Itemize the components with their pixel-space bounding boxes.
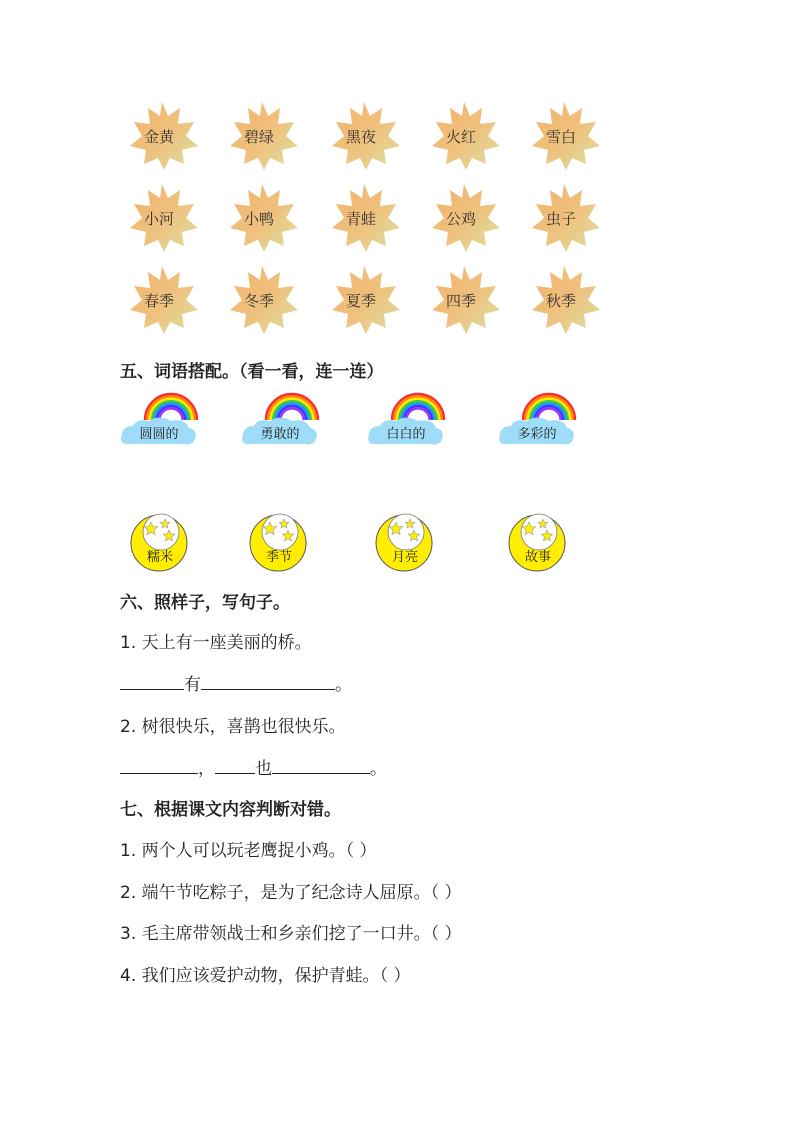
judge-item-4: 4. 我们应该爱护动物，保护青蛙。（ ） <box>120 966 411 986</box>
leaf-word: 小鸭 <box>243 210 274 228</box>
leaf-word: 黑夜 <box>345 128 376 146</box>
leaf-word-grid <box>118 100 618 340</box>
leaf-card <box>426 100 502 170</box>
leaf-word: 夏季 <box>345 292 376 310</box>
fill-line-1 <box>120 670 352 695</box>
example-sentence-1: 1. 天上有一座美丽的桥。 <box>120 633 312 653</box>
rainbow-cloud <box>240 390 320 450</box>
leaf-card <box>526 100 602 170</box>
leaf-card <box>124 264 200 334</box>
leaf-card <box>426 182 502 252</box>
leaf-word: 春季 <box>143 292 174 310</box>
moon-card <box>507 512 569 574</box>
leaf-word: 碧绿 <box>243 128 274 146</box>
leaf-word: 金黄 <box>143 128 174 146</box>
leaf-card <box>224 264 300 334</box>
moon-word: 季节 <box>265 550 292 565</box>
rainbow-cloud <box>366 390 446 450</box>
leaf-card <box>224 182 300 252</box>
rainbow-cloud <box>497 390 577 450</box>
blank-1a[interactable] <box>120 673 184 690</box>
section7-title: 七、根据课文内容判断对错。 <box>120 800 341 820</box>
leaf-card <box>224 100 300 170</box>
rainbow-cloud <box>119 390 199 450</box>
leaf-word: 火红 <box>445 128 476 146</box>
leaf-word: 冬季 <box>243 292 274 310</box>
leaf-card <box>526 182 602 252</box>
leaf-word: 秋季 <box>545 292 576 310</box>
fill-comma: ， <box>198 759 215 779</box>
fill-line-2 <box>120 754 387 779</box>
leaf-card <box>426 264 502 334</box>
moon-card <box>374 512 436 574</box>
leaf-card <box>326 264 402 334</box>
moon-card <box>129 512 191 574</box>
moon-word: 糯米 <box>146 550 173 565</box>
leaf-card <box>326 182 402 252</box>
fill-end-mark: 。 <box>370 759 387 779</box>
cloud-word: 勇敢的 <box>260 427 300 442</box>
moon-word: 月亮 <box>391 550 418 565</box>
section5-title: 五、词语搭配。（看一看，连一连） <box>120 362 384 382</box>
blank-2b[interactable] <box>215 757 255 774</box>
leaf-word: 虫子 <box>545 210 576 228</box>
leaf-word: 公鸡 <box>445 210 476 228</box>
moon-word: 故事 <box>524 550 551 565</box>
leaf-card <box>526 264 602 334</box>
cloud-word: 白白的 <box>386 427 426 442</box>
fill-end-mark: 。 <box>335 675 352 695</box>
leaf-card <box>124 100 200 170</box>
section6-title: 六、照样子，写句子。 <box>120 593 290 613</box>
leaf-word: 四季 <box>445 292 476 310</box>
leaf-card <box>124 182 200 252</box>
blank-2a[interactable] <box>120 757 198 774</box>
fill-word-you: 有 <box>184 675 201 695</box>
judge-item-3: 3. 毛主席带领战士和乡亲们挖了一口井。（ ） <box>120 924 462 944</box>
leaf-word: 小河 <box>143 210 174 228</box>
blank-2c[interactable] <box>272 757 370 774</box>
judge-item-1: 1. 两个人可以玩老鹰捉小鸡。（ ） <box>120 841 377 861</box>
fill-word-ye: 也 <box>255 759 272 779</box>
leaf-card <box>326 100 402 170</box>
cloud-word: 多彩的 <box>517 427 557 442</box>
blank-1b[interactable] <box>201 673 335 690</box>
leaf-word: 青蛙 <box>345 210 376 228</box>
judge-item-2: 2. 端午节吃粽子，是为了纪念诗人屈原。（ ） <box>120 883 462 903</box>
example-sentence-2: 2. 树很快乐，喜鹊也很快乐。 <box>120 717 346 737</box>
moon-card <box>248 512 310 574</box>
leaf-word: 雪白 <box>545 128 576 146</box>
cloud-word: 圆圆的 <box>139 427 179 442</box>
